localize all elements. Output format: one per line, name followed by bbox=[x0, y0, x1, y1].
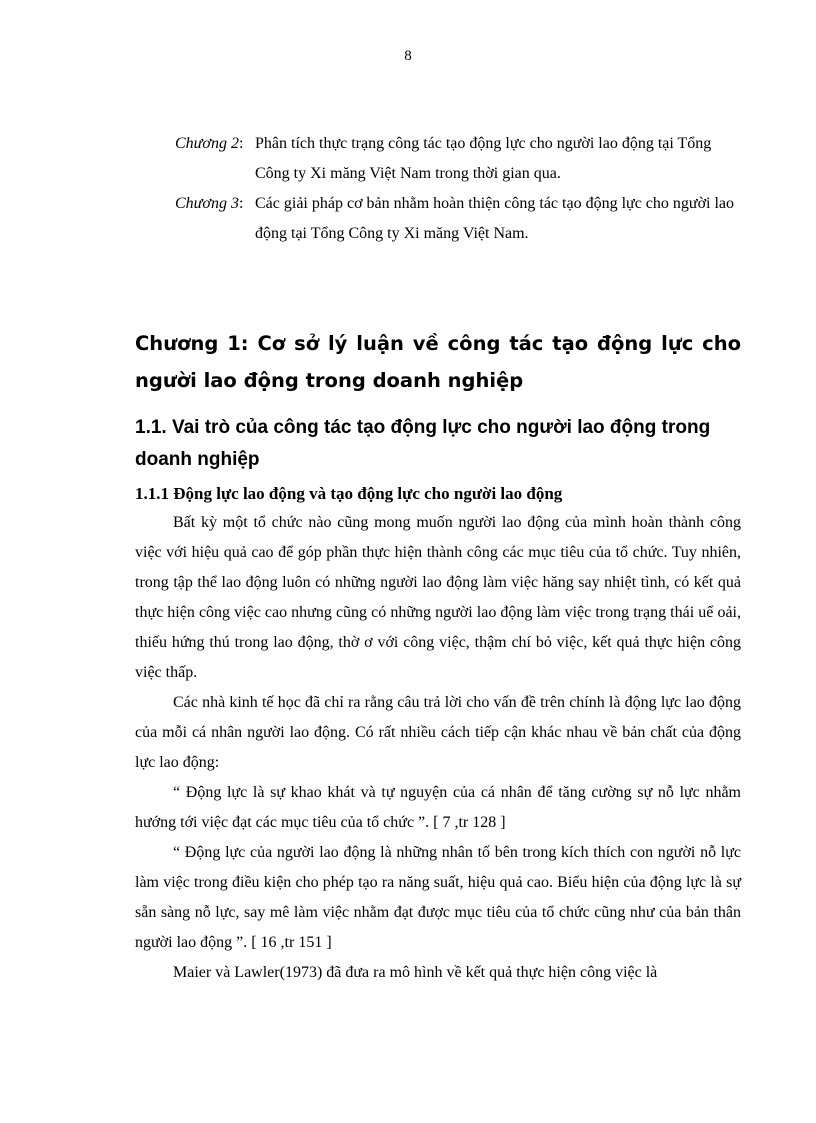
chapter-label: Chương 3 bbox=[175, 195, 239, 212]
chapter-label-separator: : bbox=[238, 135, 244, 152]
chapter-list-item bbox=[135, 129, 741, 189]
quote-paragraph: “ Động lực của người lao động là những nhân tố bên trong kích thích con người nỗ lực làm việc trong điều kiện cho phép tạo ra năng suất, hiệu quả cao. Biểu hiện của động lực là sự sẵn sàng nỗ lực, say mê làm việc nhằm đạt được mục tiêu của tổ chức cũng như của bản thân người lao động ”. [ 16 ,tr 151 ] bbox=[135, 844, 741, 951]
chapter-label-separator: : bbox=[238, 195, 244, 212]
body-paragraph: Các nhà kinh tế học đã chỉ ra rằng câu trả lời cho vấn đề trên chính là động lực lao động của mỗi cá nhân người lao động. Có rất nhiều cách tiếp cận khác nhau về bản chất của động lực lao động: bbox=[135, 694, 741, 771]
main-content bbox=[135, 325, 741, 988]
body-paragraph: Bất kỳ một tổ chức nào cũng mong muốn người lao động của mình hoàn thành công việc với hiệu quả cao để góp phần thực hiện thành công các mục tiêu của tổ chức. Tuy nhiên, trong tập thể lao động luôn có những người lao động làm việc hăng say nhiệt tình, có kết quả thực hiện công việc cao nhưng cũng có những người lao động làm việc trong trạng thái uể oải, thiếu hứng thú trong lao động, thờ ơ với công việc, thậm chí bỏ việc, kết quả thực hiện công việc thấp. bbox=[135, 514, 741, 681]
quote-paragraph: “ Động lực là sự khao khát và tự nguyện của cá nhân để tăng cường sự nỗ lực nhằm hướng tới việc đạt các mục tiêu của tổ chức ”. [ 7 ,tr 128 ] bbox=[135, 784, 741, 831]
body-paragraph: Maier và Lawler(1973) đã đưa ra mô hình về kết quả thực hiện công việc là bbox=[173, 964, 658, 981]
chapter-list-item bbox=[135, 189, 741, 249]
chapter-title: Chương 1: Cơ sở lý luận về công tác tạo động lực cho người lao động trong doanh nghiệp bbox=[135, 332, 741, 392]
page-number: 8 bbox=[404, 48, 412, 64]
chapter-description: Các giải pháp cơ bản nhằm hoàn thiện công tác tạo động lực cho người lao động tại Tổng Công ty Xi măng Việt Nam. bbox=[255, 195, 735, 242]
chapter-label: Chương 2 bbox=[175, 135, 239, 152]
chapter-description: Phân tích thực trạng công tác tạo động lực cho người lao động tại Tổng Công ty Xi măng Việt Nam trong thời gian qua. bbox=[255, 135, 712, 182]
subsection-title: 1.1.1 Động lực lao động và tạo động lực cho người lao động bbox=[135, 484, 563, 503]
section-title: 1.1. Vai trò của công tác tạo động lực cho người lao động trong doanh nghiệp bbox=[135, 417, 711, 470]
chapter-list bbox=[135, 129, 741, 249]
